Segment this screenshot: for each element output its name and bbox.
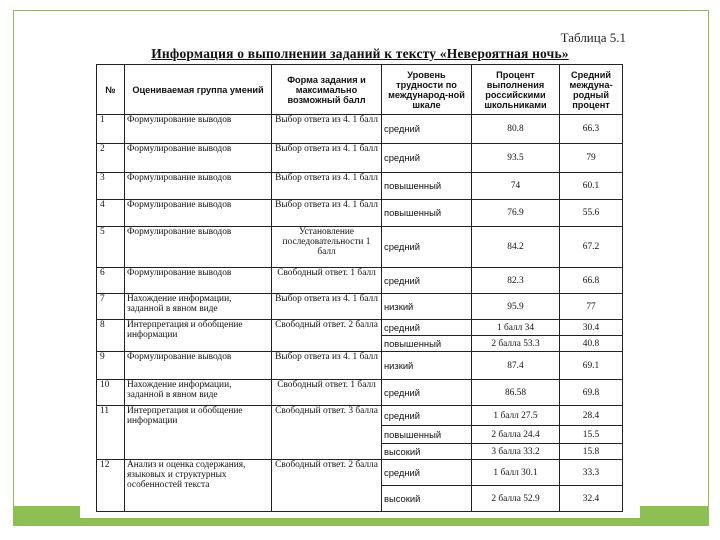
cell-intl: 15.5	[560, 426, 623, 444]
cell-rus: 87.4	[472, 352, 560, 380]
table-row	[97, 294, 623, 320]
cell-skill: Формулирование выводов	[125, 352, 272, 380]
cell-form: Свободный ответ. 2 балла	[272, 460, 382, 512]
cell-form: Свободный ответ. 1 балл	[272, 268, 382, 294]
cell-rus: 2 балла 53.3	[472, 336, 560, 352]
table-title	[80, 46, 640, 62]
cell-intl: 77	[560, 294, 623, 320]
cell-form: Выбор ответа из 4. 1 балл	[272, 115, 382, 144]
header-num: №	[97, 65, 125, 115]
table-title-text: Информация о выполнении заданий к тексту «Невероятная ночь»	[151, 46, 569, 61]
table-row	[97, 268, 623, 294]
cell-num: 7	[97, 294, 125, 320]
cell-num: 5	[97, 227, 125, 268]
cell-num: 3	[97, 173, 125, 200]
cell-intl: 69.1	[560, 352, 623, 380]
cell-rus: 86.58	[472, 380, 560, 406]
cell-intl: 55.6	[560, 200, 623, 227]
cell-level: средний	[382, 144, 472, 173]
cell-num: 9	[97, 352, 125, 380]
cell-rus: 74	[472, 173, 560, 200]
table-row	[97, 460, 623, 486]
cell-intl: 66.3	[560, 115, 623, 144]
results-table	[96, 64, 623, 512]
header-rus: Процент выполнения российскими школьниками	[472, 65, 560, 115]
cell-form: Выбор ответа из 4. 1 балл	[272, 294, 382, 320]
cell-intl: 28.4	[560, 406, 623, 426]
table-row	[97, 115, 623, 144]
cell-level: средний	[382, 268, 472, 294]
cell-form: Выбор ответа из 4. 1 балл	[272, 173, 382, 200]
cell-rus: 1 балл 34	[472, 320, 560, 336]
cell-skill: Формулирование выводов	[125, 268, 272, 294]
cell-form: Свободный ответ. 3 балла	[272, 406, 382, 460]
header-intl: Средний междуна-родный процент	[560, 65, 623, 115]
header-level: Уровень трудности по международ-ной шкале	[382, 65, 472, 115]
cell-intl: 79	[560, 144, 623, 173]
cell-intl: 15.8	[560, 444, 623, 460]
table-header-row	[97, 65, 623, 115]
cell-rus: 2 балла 24.4	[472, 426, 560, 444]
cell-skill: Формулирование выводов	[125, 200, 272, 227]
cell-skill: Формулирование выводов	[125, 173, 272, 200]
cell-form: Установление последовательности 1 балл	[272, 227, 382, 268]
header-form: Форма задания и максимально возможный балл	[272, 65, 382, 115]
cell-intl: 69.8	[560, 380, 623, 406]
document-page	[80, 20, 640, 518]
cell-level: низкий	[382, 294, 472, 320]
cell-num: 2	[97, 144, 125, 173]
cell-skill: Нахождение информации, заданной в явном виде	[125, 380, 272, 406]
table-row	[97, 320, 623, 336]
cell-rus: 1 балл 30.1	[472, 460, 560, 486]
cell-skill: Формулирование выводов	[125, 115, 272, 144]
cell-num: 4	[97, 200, 125, 227]
cell-rus: 80.8	[472, 115, 560, 144]
cell-level: средний	[382, 227, 472, 268]
cell-level: средний	[382, 406, 472, 426]
cell-rus: 82.3	[472, 268, 560, 294]
table-row	[97, 406, 623, 426]
header-skill: Оцениваемая группа умений	[125, 65, 272, 115]
cell-num: 12	[97, 460, 125, 512]
cell-intl: 60.1	[560, 173, 623, 200]
cell-level: средний	[382, 320, 472, 336]
cell-rus: 84.2	[472, 227, 560, 268]
cell-skill: Формулирование выводов	[125, 144, 272, 173]
cell-rus: 3 балла 33.2	[472, 444, 560, 460]
cell-level: средний	[382, 115, 472, 144]
cell-level: высокий	[382, 444, 472, 460]
cell-form: Свободный ответ. 2 балла	[272, 320, 382, 352]
cell-intl: 67.2	[560, 227, 623, 268]
table-caption: Таблица 5.1	[560, 30, 626, 45]
cell-level: повышенный	[382, 173, 472, 200]
cell-intl: 32.4	[560, 486, 623, 512]
cell-rus: 1 балл 27.5	[472, 406, 560, 426]
cell-intl: 33.3	[560, 460, 623, 486]
cell-num: 1	[97, 115, 125, 144]
cell-level: средний	[382, 460, 472, 486]
cell-level: низкий	[382, 352, 472, 380]
table-row	[97, 200, 623, 227]
table-row	[97, 227, 623, 268]
cell-skill: Формулирование выводов	[125, 227, 272, 268]
cell-rus: 93.5	[472, 144, 560, 173]
cell-rus: 2 балла 52.9	[472, 486, 560, 512]
cell-intl: 40.8	[560, 336, 623, 352]
cell-form: Выбор ответа из 4. 1 балл	[272, 352, 382, 380]
table-row	[97, 173, 623, 200]
cell-rus: 76.9	[472, 200, 560, 227]
cell-intl: 66.8	[560, 268, 623, 294]
cell-intl: 30.4	[560, 320, 623, 336]
table-row	[97, 352, 623, 380]
cell-form: Выбор ответа из 4. 1 балл	[272, 144, 382, 173]
cell-skill: Анализ и оценка содержания, языковых и структурных особенностей текста	[125, 460, 272, 512]
cell-level: повышенный	[382, 426, 472, 444]
cell-num: 11	[97, 406, 125, 460]
cell-level: повышенный	[382, 336, 472, 352]
cell-rus: 95.9	[472, 294, 560, 320]
cell-level: повышенный	[382, 200, 472, 227]
cell-num: 6	[97, 268, 125, 294]
cell-level: высокий	[382, 486, 472, 512]
table-row	[97, 144, 623, 173]
cell-skill: Нахождение информации, заданной в явном виде	[125, 294, 272, 320]
cell-form: Свободный ответ. 1 балл	[272, 380, 382, 406]
cell-skill: Интерпретация и обобщение информации	[125, 406, 272, 460]
cell-form: Выбор ответа из 4. 1 балл	[272, 200, 382, 227]
cell-skill: Интерпретация и обобщение информации	[125, 320, 272, 352]
cell-num: 8	[97, 320, 125, 352]
cell-num: 10	[97, 380, 125, 406]
cell-level: средний	[382, 380, 472, 406]
table-row	[97, 380, 623, 406]
